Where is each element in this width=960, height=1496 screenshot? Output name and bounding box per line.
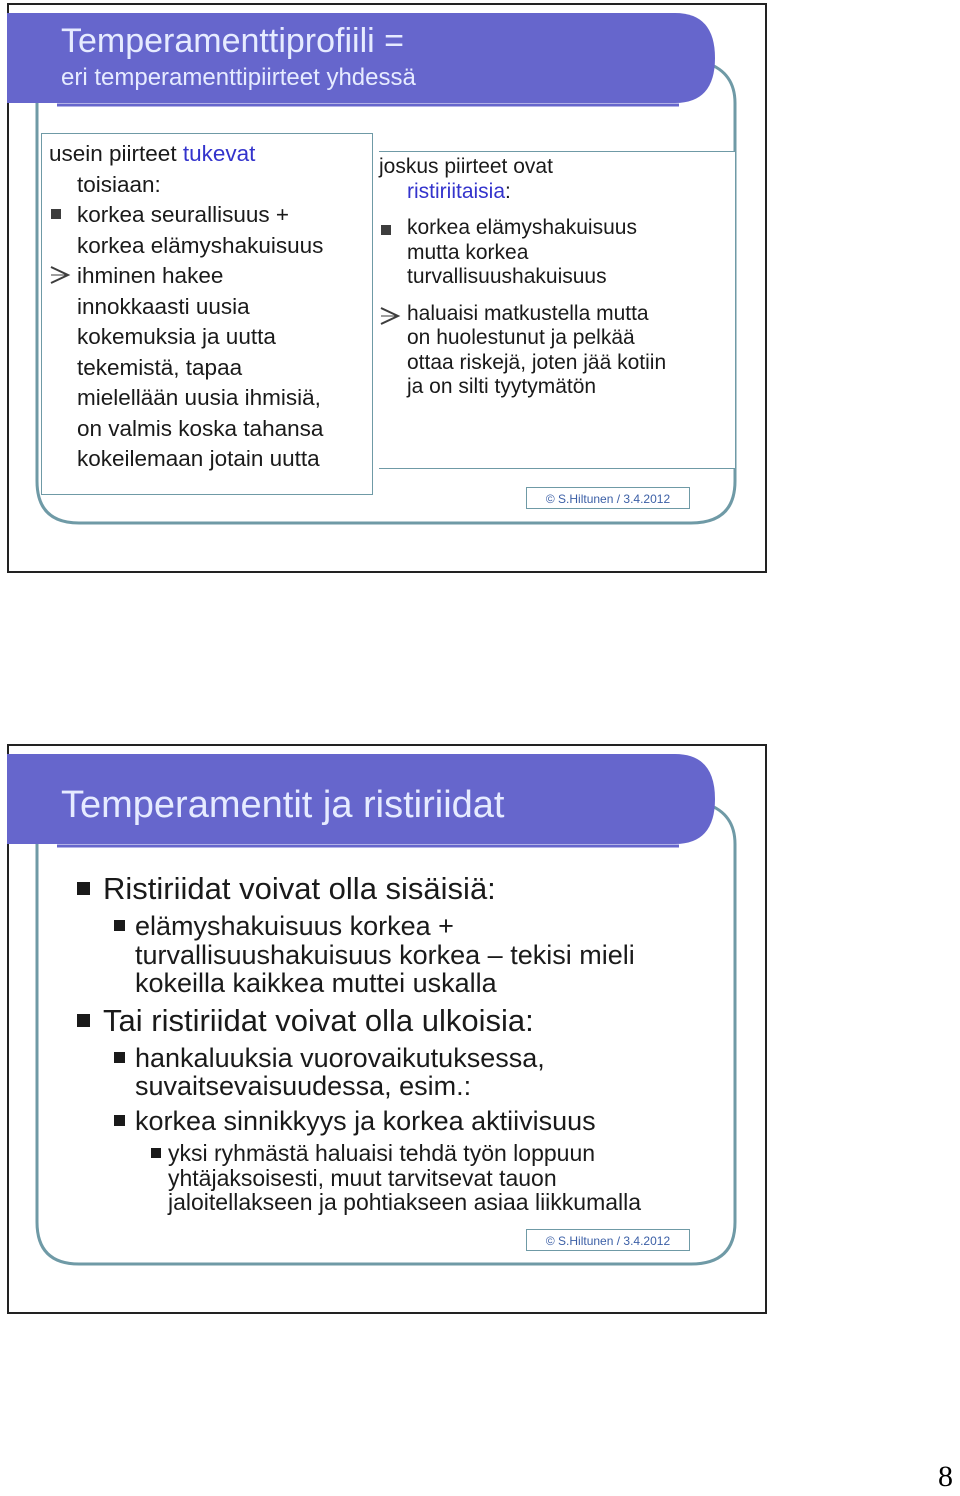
left-arrow-line: kokemuksia ja uutta [77, 324, 276, 349]
left-bullet-line: korkea elämyshakuisuus [77, 232, 324, 258]
bullet-level-2 [77, 1107, 717, 1136]
square-bullet-icon [114, 1115, 125, 1126]
square-bullet-icon [51, 209, 61, 219]
left-arrow-line: ihminen hakee [77, 263, 224, 288]
slide-subtitle: eri temperamenttipiirteet yhdessä [61, 64, 416, 91]
right-arrow-line: on huolestunut ja pelkää [407, 326, 635, 349]
right-arrow-line: haluaisi matkustella mutta [407, 301, 649, 325]
left-intro-highlight: tukevat [182, 141, 256, 166]
bullet-line: jaloitellakseen ja pohtiakseen asiaa liikkumalla [168, 1189, 642, 1215]
left-intro-text: usein piirteet [49, 141, 183, 166]
right-bullet-line: turvallisuushakuisuus [407, 265, 607, 288]
bullet-line: hankaluuksia vuorovaikutuksessa, [135, 1042, 545, 1073]
right-bullet-line: korkea elämyshakuisuus [407, 216, 637, 239]
slide-title: Temperamentit ja ristiriidat [61, 784, 505, 826]
left-column-text [49, 139, 375, 475]
bullet-level-1 [77, 872, 717, 905]
bullet-line: yksi ryhmästä haluaisi tehdä työn loppuun [168, 1140, 596, 1166]
slide-bullet-list [77, 872, 717, 1219]
arrow-bullet-icon [49, 265, 71, 285]
square-bullet-icon [151, 1148, 161, 1158]
square-bullet-icon [114, 1052, 125, 1063]
square-bullet-icon [381, 225, 391, 235]
arrow-bullet-icon [379, 306, 401, 326]
bullet-level-2 [77, 912, 717, 998]
page-number: 8 [938, 1460, 953, 1493]
left-bullet-item [49, 200, 375, 231]
bullet-level-2 [77, 1044, 717, 1101]
left-arrow-line: innokkaasti uusia [77, 293, 250, 319]
slide-title: Temperamenttiprofiili = [61, 22, 404, 60]
right-bullet-item [379, 216, 735, 241]
bullet-line: turvallisuushakuisuus korkea – tekisi mieli [135, 939, 635, 970]
slide-footer-copyright: © S.Hiltunen / 3.4.2012 [526, 487, 690, 509]
slide-temperamenttiprofiili [7, 3, 767, 573]
square-bullet-icon [77, 1014, 90, 1027]
square-bullet-icon [77, 882, 90, 895]
right-bullet-line: mutta korkea [407, 240, 529, 264]
right-arrow-line: ottaa riskejä, joten jää kotiin [407, 350, 667, 374]
left-arrow-item [49, 261, 375, 292]
left-intro-line-2: toisiaan: [77, 171, 161, 197]
slide-footer-copyright: © S.Hiltunen / 3.4.2012 [526, 1229, 690, 1251]
right-arrow-line: ja on silti tyytymätön [407, 375, 597, 398]
bullet-line: suvaitsevaisuudessa, esim.: [135, 1071, 472, 1101]
bullet-level-3 [77, 1141, 717, 1215]
bullet-line: elämyshakuisuus korkea + [135, 911, 454, 941]
left-bullet-line: korkea seurallisuus + [77, 202, 289, 227]
right-intro-punct: : [505, 179, 511, 203]
left-arrow-line: mielellään uusia ihmisiä, [77, 385, 321, 410]
right-column-text [379, 155, 735, 400]
right-intro-highlight: ristiriitaisia [407, 179, 506, 203]
bullet-line: korkea sinnikkyys ja korkea aktiivisuus [135, 1105, 596, 1136]
bullet-level-1 [77, 1004, 717, 1037]
left-arrow-line: kokeilemaan jotain uutta [77, 446, 320, 471]
bullet-line: Tai ristiriidat voivat olla ulkoisia: [103, 1002, 534, 1038]
right-intro-line: joskus piirteet ovat [379, 155, 553, 178]
left-arrow-line: on valmis koska tahansa [77, 415, 324, 441]
right-intro-line-2 [379, 180, 735, 205]
right-arrow-item [379, 302, 735, 327]
bullet-line: yhtäjaksoisesti, muut tarvitsevat tauon [168, 1164, 557, 1191]
slide-temperamentit-ja-ristiriidat [7, 744, 767, 1314]
left-intro-line [49, 139, 375, 170]
bullet-line: Ristiriidat voivat olla sisäisiä: [103, 871, 496, 906]
left-arrow-line: tekemistä, tapaa [77, 354, 243, 380]
bullet-line: kokeilla kaikkea muttei uskalla [135, 968, 497, 998]
square-bullet-icon [114, 920, 125, 931]
